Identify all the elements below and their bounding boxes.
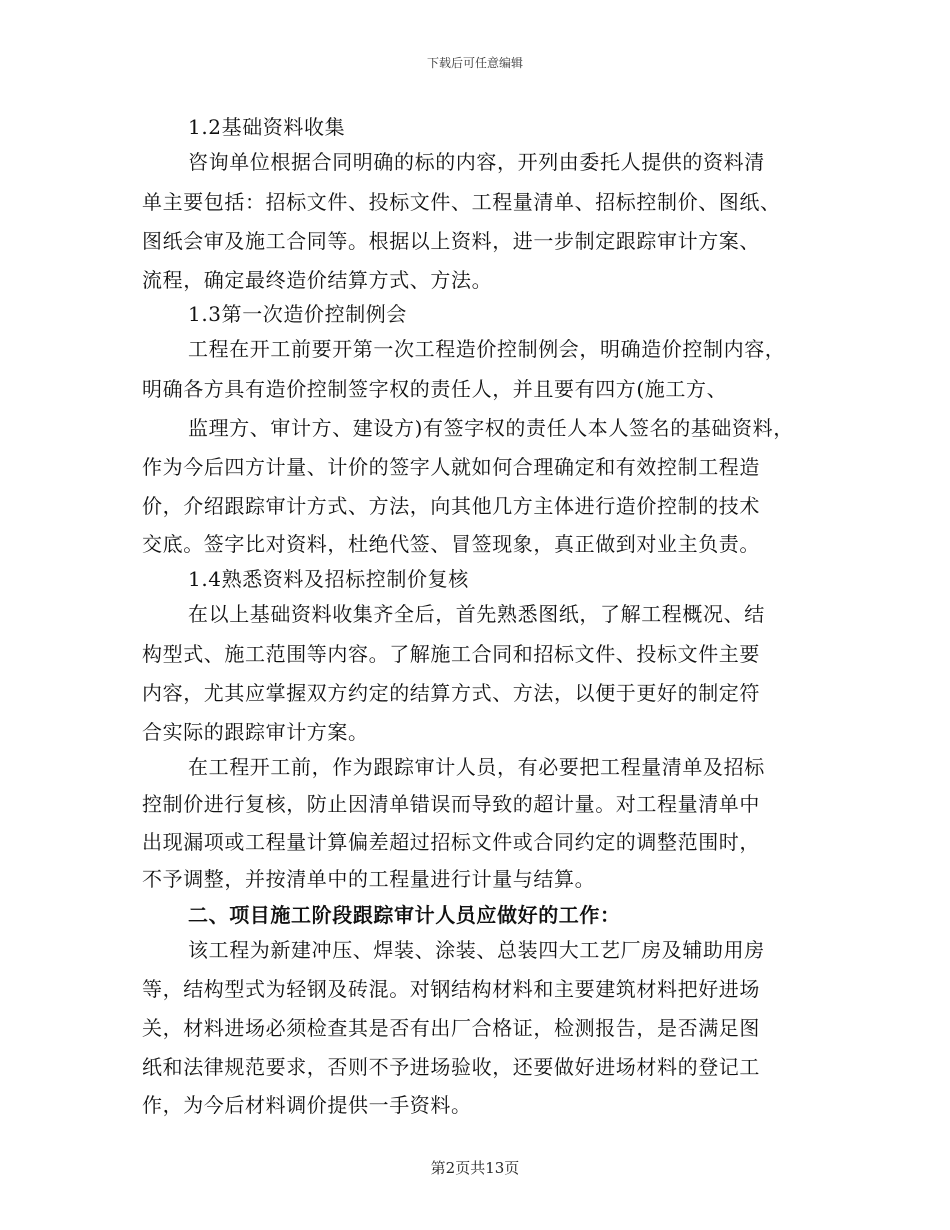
paragraph-line: 出现漏项或工程量计算偏差超过招标文件或合同约定的调整范围时， <box>142 830 760 854</box>
paragraph-line: 纸和法律规范要求，否则不予进场验收，还要做好进场材料的登记工 <box>142 1055 760 1079</box>
section-heading: 1.4熟悉资料及招标控制价复核 <box>188 567 469 591</box>
paragraph-line: 该工程为新建冲压、焊装、涂装、总装四大工艺厂房及辅助用房 <box>188 938 765 962</box>
paragraph-line: 作为今后四方计量、计价的签字人就如何合理确定和有效控制工程造 <box>142 455 760 479</box>
paragraph-line: 单主要包括：招标文件、投标文件、工程量清单、招标控制价、图纸、 <box>142 190 781 214</box>
section-heading: 1.3第一次造价控制例会 <box>188 302 408 326</box>
paragraph-line: 合实际的跟踪审计方案。 <box>142 720 369 744</box>
paragraph-line: 关，材料进场必须检查其是否有出厂合格证，检测报告，是否满足图 <box>142 1016 760 1040</box>
paragraph-line: 价，介绍跟踪审计方式、方法，向其他几方主体进行造价控制的技术 <box>142 494 760 518</box>
paragraph-line: 内容，尤其应掌握双方约定的结算方式、方法，以便于更好的制定符 <box>142 681 760 705</box>
paragraph-line: 构型式、施工范围等内容。了解施工合同和招标文件、投标文件主要 <box>142 642 760 666</box>
paragraph-line: 咨询单位根据合同明确的标的内容，开列由委托人提供的资料清 <box>188 150 765 174</box>
paragraph-line: 控制价进行复核，防止因清单错误而导致的超计量。对工程量清单中 <box>142 792 760 816</box>
paragraph-line: 在以上基础资料收集齐全后，首先熟悉图纸，了解工程概况、结 <box>188 602 765 626</box>
page-header: 下载后可任意编辑 <box>426 56 523 70</box>
paragraph-line: 作，为今后材料调价提供一手资料。 <box>142 1093 472 1117</box>
paragraph-line: 在工程开工前，作为跟踪审计人员，有必要把工程量清单及招标 <box>188 755 765 779</box>
chapter-heading: 二、项目施工阶段跟踪审计人员应做好的工作： <box>188 903 621 927</box>
page-number: 第2页共13页 <box>430 1159 520 1177</box>
paragraph-line: 不予调整，并按清单中的工程量进行计量与结算。 <box>142 867 596 891</box>
paragraph-line: 图纸会审及施工合同等。根据以上资料，进一步制定跟踪审计方案、 <box>142 229 760 253</box>
paragraph-line: 监理方、审计方、建设方)有签字权的责任人本人签名的基础资料， <box>188 416 794 440</box>
paragraph-line: 流程，确定最终造价结算方式、方法。 <box>142 268 493 292</box>
paragraph-line: 等，结构型式为轻钢及砖混。对钢结构材料和主要建筑材料把好进场 <box>142 977 760 1001</box>
paragraph-line: 交底。签字比对资料，杜绝代签、冒签现象，真正做到对业主负责。 <box>142 532 760 556</box>
paragraph-line: 工程在开工前要开第一次工程造价控制例会，明确造价控制内容， <box>188 337 786 361</box>
section-heading: 1.2基础资料收集 <box>188 115 346 139</box>
paragraph-line: 明确各方具有造价控制签字权的责任人，并且要有四方(施工方、 <box>142 377 728 401</box>
